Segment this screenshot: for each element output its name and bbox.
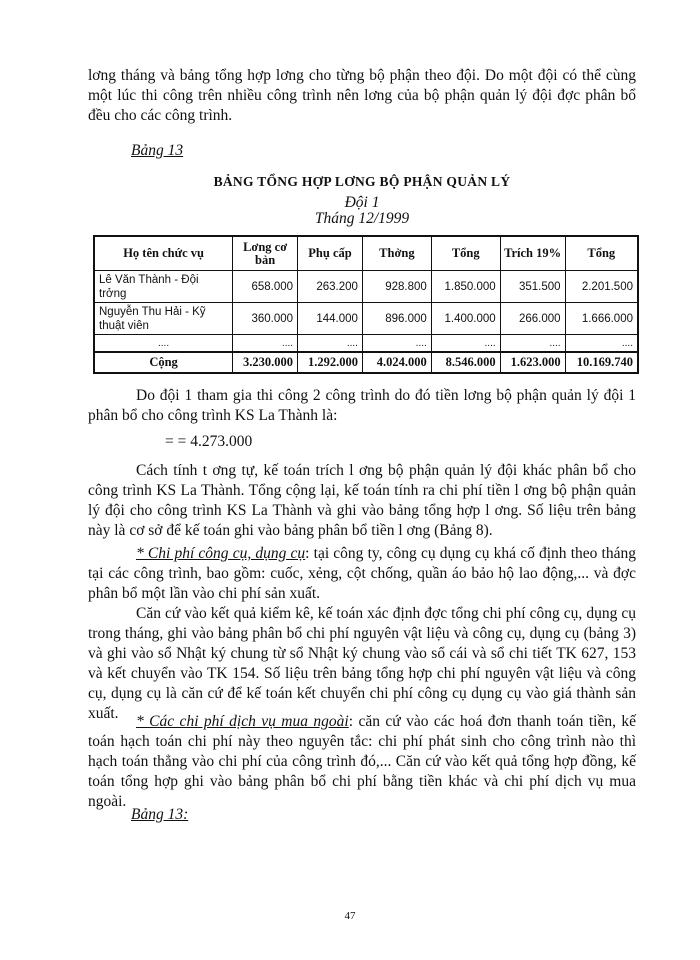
salary-summary-table (93, 235, 639, 374)
header-bonus: Thởng (362, 236, 431, 271)
row-name: .... (94, 335, 233, 353)
total-cell: 1.623.000 (500, 352, 565, 373)
row-cell: 351.500 (500, 271, 565, 303)
table-row (94, 335, 638, 353)
row-cell: 1.850.000 (431, 271, 500, 303)
month-subtitle: Tháng 12/1999 (314, 210, 410, 227)
intro-paragraph: lơng tháng và bảng tổng hợp lơng cho từng bộ phận theo đội. Do một đội có thể cùng một lúc thi công trên nhiều công trình nên lơng của bộ phận quản lý đội đợc phân bổ đều cho các công trình. (88, 67, 636, 124)
row-cell: 144.000 (298, 303, 363, 335)
allocation-formula: = = 4.273.000 (165, 433, 253, 450)
row-cell: .... (565, 335, 638, 353)
allocation-paragraph: Do đội 1 tham gia thi công 2 công trình do đó tiền lơng bộ phận quản lý đội 1 phân bổ cho công trình KS La Thành là: (88, 387, 636, 424)
outsourced-services-text: : căn cứ vào các hoá đơn thanh toán tiền, kế toán hạch toán chi phí này theo nguyên tắc: chi phí phát sinh cho công trình nào thì hạch toán thẳng vào chi phí của công trình đó,... Căn cứ vào kết quả tổng hợp đồng, kế toán tổng hợp ghi vào bảng phân bổ chi phí bằng tiền khác và chi phí dịch vụ mua ngoài. (88, 713, 637, 810)
table-header-row (94, 236, 638, 271)
header-total: Tổng (431, 236, 500, 271)
row-cell: 360.000 (233, 303, 298, 335)
tools-cost-heading: * Chi phí công cụ, dụng cụ (136, 545, 306, 562)
management-salary-paragraph: Cách tính t ơng tự, kế toán trích l ơng bộ phận quản lý đội khác phân bổ cho công trình KS La Thành. Tổng cộng lại, kế toán tính ra chi phí tiền l ơng bộ phận quản lý đội cho công trình KS La Thành và ghi vào bảng tổng hợp l ơng. Số liệu trên bảng này là cơ sở để kế toán ghi vào bảng phân bổ tiền l ơng (Bảng 8). (88, 462, 636, 539)
row-cell: .... (298, 335, 363, 353)
table-row (94, 271, 638, 303)
header-allowance: Phụ cấp (298, 236, 363, 271)
table-label: Bảng 13 (131, 142, 184, 159)
page-number: 47 (344, 910, 356, 922)
row-name: Nguyễn Thu Hải - Kỹ thuật viên (94, 303, 233, 335)
header-base-salary: Lơng cơ bản (233, 236, 298, 271)
row-name: Lê Văn Thành - Đội trởng (94, 271, 233, 303)
row-cell: .... (233, 335, 298, 353)
row-cell: .... (500, 335, 565, 353)
row-cell: 658.000 (233, 271, 298, 303)
row-cell: .... (431, 335, 500, 353)
total-cell: 4.024.000 (362, 352, 431, 373)
team-subtitle: Đội 1 (344, 194, 380, 211)
table-label-2: Bảng 13: (131, 806, 189, 823)
row-cell: 2.201.500 (565, 271, 638, 303)
row-cell: 266.000 (500, 303, 565, 335)
total-label: Cộng (94, 352, 233, 373)
total-cell: 1.292.000 (298, 352, 363, 373)
row-cell: .... (362, 335, 431, 353)
outsourced-services-paragraph (88, 712, 636, 812)
header-deduction: Trích 19% (500, 236, 565, 271)
row-cell: 1.400.000 (431, 303, 500, 335)
total-cell: 3.230.000 (233, 352, 298, 373)
table-total-row (94, 352, 638, 373)
row-cell: 928.800 (362, 271, 431, 303)
table-row (94, 303, 638, 335)
total-cell: 8.546.000 (431, 352, 500, 373)
total-cell: 10.169.740 (565, 352, 638, 373)
row-cell: 263.200 (298, 271, 363, 303)
inventory-paragraph: Căn cứ vào kết quả kiểm kê, kế toán xác định đợc tổng chi phí công cụ, dụng cụ trong tháng, ghi vào bảng phân bổ chi phí nguyên vật liệu và công cụ, dụng cụ (bảng 3) và ghi vào sổ Nhật ký chung từ sổ Nhật ký chung vào sổ cái và sổ chi tiết TK 627, 153 và kết chuyển vào TK 154. Số liệu trên bảng tổng hợp chi phí nguyên vật liệu và công cụ, dụng cụ là căn cứ để kế toán kết chuyển chi phí công cụ dụng cụ vào giá thành sản xuất. (88, 605, 636, 722)
tools-cost-text: : tại công ty, công cụ dụng cụ khá cố định theo tháng tại các công trình, bao gồm: cuốc, xẻng, cột chống, quần áo bảo hộ lao động,... và đợc phân bổ một lần vào chi phí sản xuất. (88, 545, 636, 602)
row-cell: 1.666.000 (565, 303, 638, 335)
outsourced-services-heading: * Các chi phí dịch vụ mua ngoài (136, 713, 349, 730)
header-grand-total: Tổng (565, 236, 638, 271)
row-cell: 896.000 (362, 303, 431, 335)
table-title: BẢNG TỔNG HỢP LƠNG BỘ PHẬN QUẢN LÝ (213, 174, 511, 189)
header-name: Họ tên chức vụ (94, 236, 233, 271)
tools-cost-paragraph (88, 544, 636, 604)
